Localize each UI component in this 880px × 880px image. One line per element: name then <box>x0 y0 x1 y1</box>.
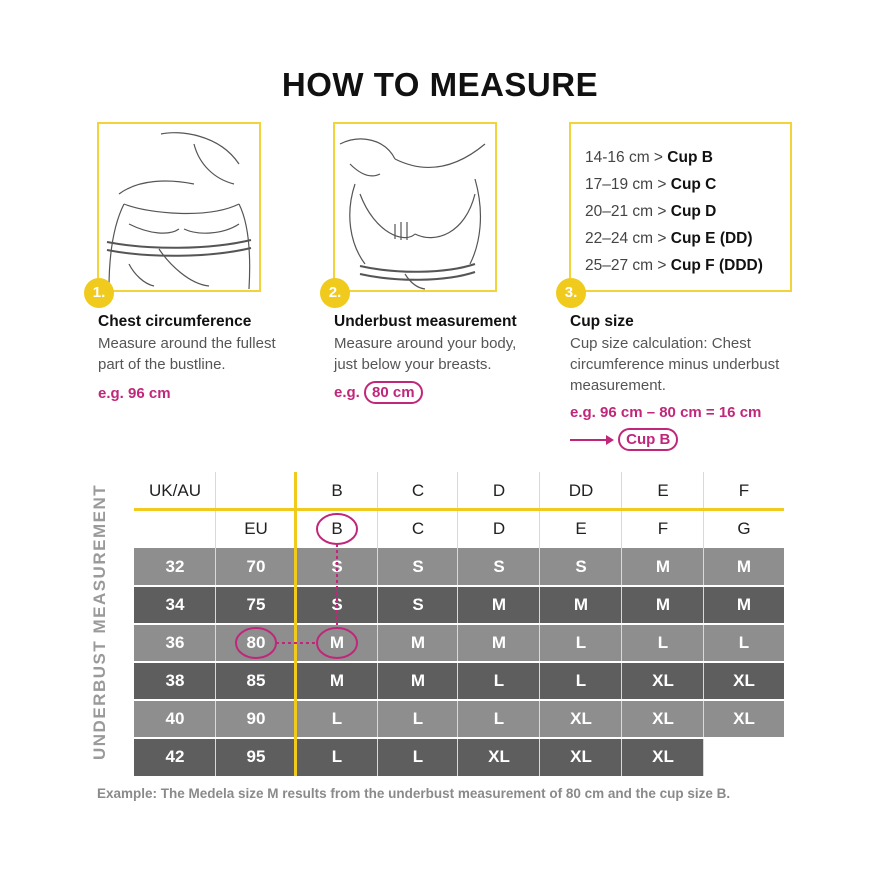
cup-range-row: 22–24 cm > Cup E (DD) <box>585 230 753 247</box>
eu-cup-header: D <box>492 519 506 538</box>
size-cell: XL <box>488 747 510 766</box>
step-2-title: Underbust measurement <box>334 313 517 330</box>
cup-range-row: 20–21 cm > Cup D <box>585 203 717 220</box>
size-cell: M <box>655 557 671 576</box>
size-cell: L <box>331 709 343 728</box>
size-cell: S <box>412 595 424 614</box>
size-cell: S <box>331 557 343 576</box>
size-cell: M <box>410 633 426 652</box>
step-1-example: e.g. 96 cm <box>98 385 171 402</box>
step-1-badge: 1. <box>84 278 114 308</box>
size-cell: L <box>575 633 587 652</box>
size-cell: M <box>329 633 345 652</box>
size-cell: M <box>410 671 426 690</box>
size-cell: L <box>412 709 424 728</box>
underbust-illustration <box>333 122 497 292</box>
footer-note: Example: The Medela size M results from the underbust measurement of 80 cm and the cup size B. <box>97 786 731 801</box>
size-cell: S <box>331 595 343 614</box>
step-3-badge: 3. <box>556 278 586 308</box>
example-value-oval: 80 cm <box>364 381 423 404</box>
size-cell: L <box>493 671 505 690</box>
eu-label: EU <box>244 519 268 538</box>
eu-band-size: 70 <box>246 557 266 576</box>
size-cell: S <box>575 557 587 576</box>
size-cell: L <box>575 671 587 690</box>
step-3-description: Cup size calculation: Chest circumference minus underbust measurement. <box>570 335 780 394</box>
uk-au-label: UK/AU <box>149 481 201 500</box>
size-cell: M <box>655 595 671 614</box>
size-cell: L <box>493 709 505 728</box>
eu-band-size: 90 <box>246 709 266 728</box>
size-cell: XL <box>733 709 755 728</box>
uk-cup-header: DD <box>568 481 594 500</box>
size-cell: M <box>736 595 752 614</box>
eu-cup-header: G <box>737 519 751 538</box>
size-cell: S <box>493 557 505 576</box>
step-3-example: e.g. 96 cm – 80 cm = 16 cm <box>570 404 762 421</box>
eu-cup-header: E <box>575 519 587 538</box>
step-1-description: Measure around the fullest part of the bustline. <box>98 335 276 373</box>
step-3-result <box>570 428 678 451</box>
size-cell: XL <box>570 709 592 728</box>
eu-band-size: 80 <box>246 633 266 652</box>
size-table <box>134 472 784 770</box>
cup-range-row: 25–27 cm > Cup F (DDD) <box>585 257 763 274</box>
uk-band-size: 36 <box>165 633 185 652</box>
uk-cup-header: C <box>411 481 425 500</box>
cup-range-row: 17–19 cm > Cup C <box>585 176 717 193</box>
size-cell: M <box>491 595 507 614</box>
step-2-badge: 2. <box>320 278 350 308</box>
step-3-title: Cup size <box>570 313 634 330</box>
size-cell: M <box>329 671 345 690</box>
empty-cell <box>704 738 784 776</box>
size-cell: L <box>412 747 424 766</box>
size-cell: L <box>657 633 669 652</box>
eu-cup-header: B <box>331 519 343 538</box>
result-oval: Cup B <box>618 428 678 451</box>
chest-illustration <box>97 122 261 292</box>
uk-band-size: 40 <box>165 709 185 728</box>
size-cell: XL <box>570 747 592 766</box>
uk-cup-header: D <box>492 481 506 500</box>
size-cell: XL <box>652 747 674 766</box>
uk-cup-header: E <box>657 481 669 500</box>
size-cell: M <box>736 557 752 576</box>
size-cell: XL <box>652 671 674 690</box>
cup-range-box <box>569 122 792 292</box>
size-cell: XL <box>733 671 755 690</box>
uk-cup-header: B <box>331 481 343 500</box>
eu-band-size: 85 <box>246 671 266 690</box>
uk-band-size: 38 <box>165 671 185 690</box>
step-2-example: e.g. 80 cm <box>334 381 423 404</box>
size-cell: M <box>491 633 507 652</box>
step-2-description: Measure around your body, just below your breasts. <box>334 335 517 373</box>
yellow-divider-line <box>294 472 297 776</box>
size-cell: XL <box>652 709 674 728</box>
uk-cup-header: F <box>738 481 750 500</box>
uk-band-size: 32 <box>165 557 185 576</box>
size-cell: S <box>412 557 424 576</box>
eu-band-size: 75 <box>246 595 266 614</box>
eu-cup-header: C <box>411 519 425 538</box>
header-yellow-line <box>134 508 784 511</box>
size-cell: L <box>738 633 750 652</box>
page-title: HOW TO MEASURE <box>281 66 599 103</box>
uk-band-size: 34 <box>165 595 185 614</box>
eu-band-size: 95 <box>246 747 266 766</box>
eu-cup-header: F <box>657 519 669 538</box>
size-cell: M <box>573 595 589 614</box>
uk-band-size: 42 <box>165 747 185 766</box>
arrow-right-icon <box>570 433 614 447</box>
size-cell: L <box>331 747 343 766</box>
underbust-axis-label: UNDERBUST MEASUREMENT <box>90 483 109 760</box>
cup-range-row: 14-16 cm > Cup B <box>585 149 713 166</box>
step-1-title: Chest circumference <box>98 313 252 330</box>
